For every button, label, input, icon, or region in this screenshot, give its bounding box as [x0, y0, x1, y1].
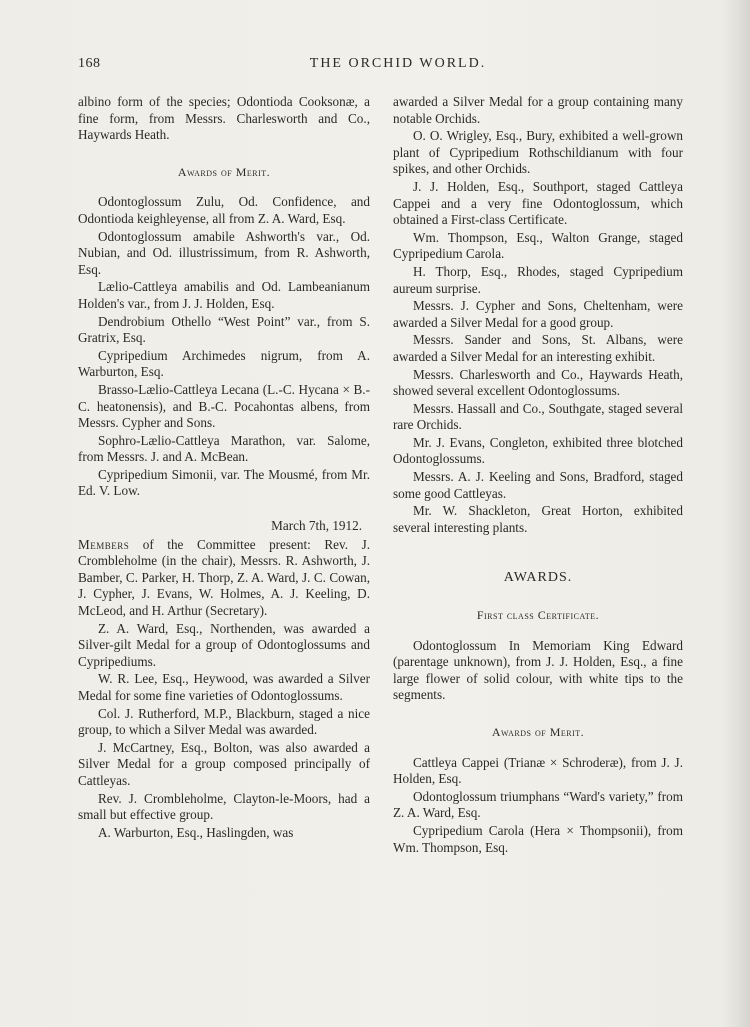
members-text: of the Committee present: Rev. J. Crombleholme (in the chair), Messrs. R. Ashworth, J. Bamber, C. Parker, H. Thorp, Z. A. Ward, J. C. Cowan, J. Cypher, J. Evans, W. Holmes, A. J. Keeling, D. McLeod, and H. Arthur (Secretary).	[78, 536, 370, 619]
running-head	[78, 56, 678, 78]
report-entry: Messrs. Sander and Sons, St. Albans, were awarded a Silver Medal for an interesting exhibit.	[393, 332, 683, 364]
award-entry: Brasso-Lælio-Cattleya Lecana (L.-C. Hycana × B.-C. heatonensis), and B.-C. Pocahontas albens, from Messrs. Cypher and Sons.	[78, 381, 370, 431]
left-column	[78, 94, 370, 842]
award-entry: Lælio-Cattleya amabilis and Od. Lambeanianum Holden's var., from J. J. Holden, Esq.	[78, 279, 370, 311]
report-entry: Col. J. Rutherford, M.P., Blackburn, staged a nice group, to which a Silver Medal was awarded.	[78, 705, 370, 738]
continued-paragraph: albino form of the species; Odontioda Cooksonæ, a fine form, from Messrs. Charlesworth and Co., Haywards Heath.	[78, 94, 370, 143]
award-entry: Cypripedium Simonii, var. The Mousmé, from Mr. Ed. V. Low.	[78, 466, 370, 499]
report-entry: Messrs. Charlesworth and Co., Haywards Heath, showed several excellent Odontoglossums.	[393, 366, 683, 399]
report-entry: Wm. Thompson, Esq., Walton Grange, staged Cypripedium Carola.	[393, 229, 683, 262]
report-entry: Mr. J. Evans, Congleton, exhibited three blotched Odontoglossums.	[393, 434, 683, 467]
award-entry: Cypripedium Carola (Hera × Thompsonii), from Wm. Thompson, Esq.	[393, 822, 683, 855]
report-entry: H. Thorp, Esq., Rhodes, staged Cypripedium aureum surprise.	[393, 263, 683, 296]
members-lead: Members	[78, 536, 130, 552]
award-entry: Odontoglossum triumphans “Ward's variety,” from Z. A. Ward, Esq.	[393, 788, 683, 821]
heading-first-class-certificate: First class Certificate.	[476, 608, 600, 623]
heading-awards-of-merit: Awards of Merit.	[177, 164, 271, 179]
continued-paragraph: awarded a Silver Medal for a group containing many notable Orchids.	[393, 94, 683, 126]
journal-title: THE ORCHID WORLD.	[309, 56, 487, 71]
report-entry: J. J. Holden, Esq., Southport, staged Cattleya Cappei and a very fine Odontoglossum, which obtained a First-class Certificate.	[393, 178, 683, 228]
award-entry: Sophro-Lælio-Cattleya Marathon, var. Salome, from Messrs. J. and A. McBean.	[78, 432, 370, 465]
heading-awards: AWARDS.	[503, 570, 573, 586]
report-entry: Messrs. J. Cypher and Sons, Cheltenham, were awarded a Silver Medal for a good group.	[393, 298, 683, 330]
committee-members	[78, 537, 370, 620]
award-entry: Dendrobium Othello “West Point” var., from S. Gratrix, Esq.	[78, 313, 370, 346]
report-entry: Z. A. Ward, Esq., Northenden, was awarded a Silver-gilt Medal for a group of Odontoglossums and Cypripediums.	[78, 620, 370, 669]
meeting-date: March 7th, 1912.	[271, 518, 362, 534]
heading-awards-of-merit: Awards of Merit.	[491, 725, 585, 739]
report-entry: Mr. W. Shackleton, Great Horton, exhibited several interesting plants.	[393, 503, 683, 535]
report-entry: O. O. Wrigley, Esq., Bury, exhibited a well-grown plant of Cypripedium Rothschildianum with four spikes, and other Orchids.	[393, 128, 683, 177]
right-column	[393, 94, 683, 857]
report-entry: A. Warburton, Esq., Haslingden, was	[98, 824, 294, 840]
award-entry: Cypripedium Archimedes nigrum, from A. Warburton, Esq.	[78, 347, 370, 380]
certificate-entry: Odontoglossum In Memoriam King Edward (parentage unknown), from J. J. Holden, Esq., a fine large flower of solid colour, with white tips to the segments.	[393, 637, 683, 703]
report-entry: Messrs. Hassall and Co., Southgate, staged several rare Orchids.	[393, 400, 683, 433]
report-entry: Rev. J. Crombleholme, Clayton-le-Moors, had a small but effective group.	[78, 790, 370, 823]
award-entry: Cattleya Cappei (Trianæ × Schroderæ), from J. J. Holden, Esq.	[393, 754, 683, 787]
page-gutter-shadow	[722, 0, 750, 1027]
report-entry: W. R. Lee, Esq., Heywood, was awarded a Silver Medal for some fine varieties of Odontoglossums.	[78, 671, 370, 703]
report-entry: Messrs. A. J. Keeling and Sons, Bradford, staged some good Cattleyas.	[393, 469, 683, 501]
award-entry: Odontoglossum amabile Ashworth's var., Od. Nubian, and Od. illustrissimum, from R. Ashworth, Esq.	[78, 228, 370, 277]
page-number: 168	[78, 56, 101, 71]
award-entry: Odontoglossum Zulu, Od. Confidence, and Odontioda keighleyense, all from Z. A. Ward, Esq.	[78, 194, 370, 226]
report-entry: J. McCartney, Esq., Bolton, was also awarded a Silver Medal for a group composed principally of Cattleyas.	[78, 739, 370, 788]
